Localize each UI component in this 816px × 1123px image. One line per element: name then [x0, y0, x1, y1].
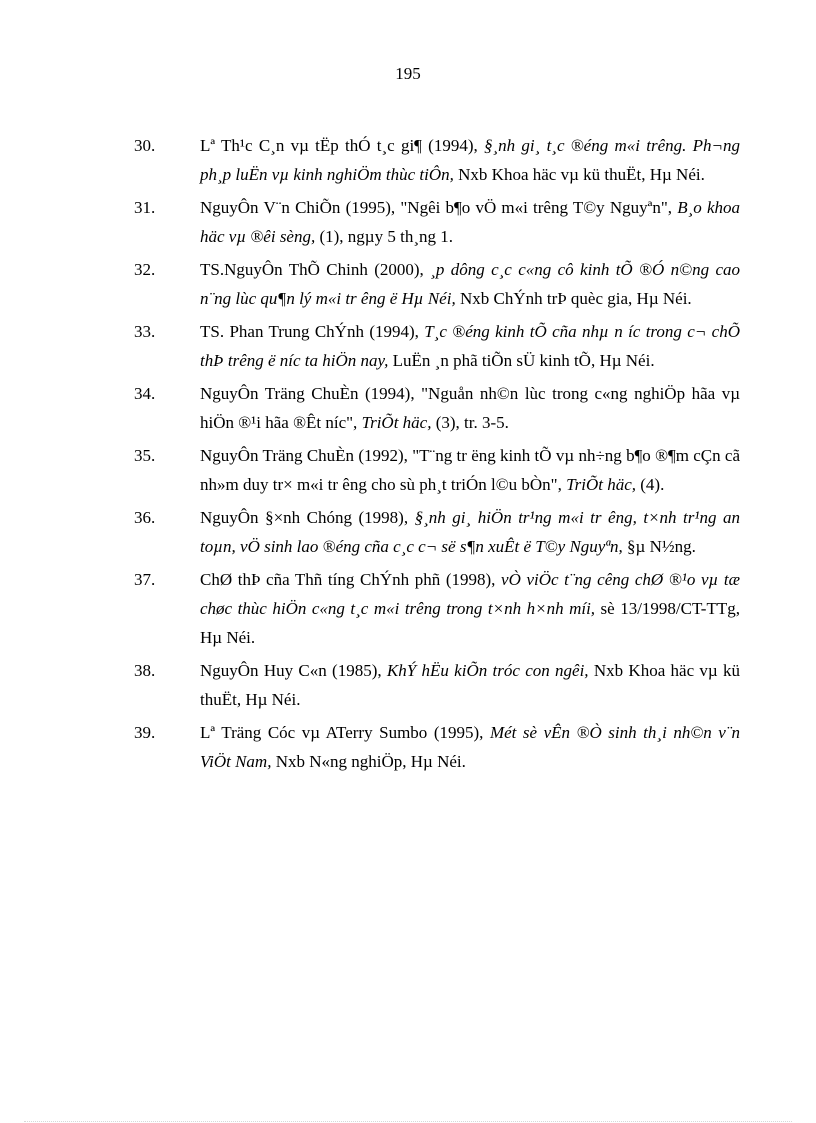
reference-number: 33. — [134, 322, 156, 341]
reference-item — [134, 193, 740, 251]
reference-title: B¸o khoa häc vµ ®êi sèng, — [200, 198, 741, 246]
reference-number: 35. — [134, 446, 156, 465]
reference-item — [134, 255, 740, 313]
reference-publisher: (3), tr. 3-5. — [431, 413, 509, 432]
reference-title: ¸p dông c¸c c«ng cô kinh tÕ ®Ó n©ng cao n¨ng lùc qu¶n lý m«i tr êng ë Hµ Néi, — [200, 260, 740, 308]
reference-author: TS. Phan Trung ChÝnh (1994), — [200, 322, 425, 341]
reference-publisher: sè 13/1998/CT-TTg, Hµ Néi. — [200, 599, 740, 647]
reference-author: NguyÔn Huy C«n (1985), — [200, 661, 387, 680]
reference-list — [134, 131, 740, 780]
reference-item — [134, 441, 740, 499]
reference-author: NguyÔn Träng ChuÈn (1992), "T¨ng tr ëng kinh tÕ vµ nh÷ng b¶o ®¶m cÇn cã nh»m duy tr× m«i tr êng cho sù ph¸t triÓn l©u bÒn", — [200, 446, 740, 494]
reference-number: 32. — [134, 260, 156, 279]
reference-author: NguyÔn Träng ChuÈn (1994), "Nguån nh©n lùc trong c«ng nghiÖp hãa vµ hiÖn ®¹i hãa ®Êt níc", — [200, 384, 740, 432]
reference-number: 31. — [134, 198, 156, 217]
reference-author: TS.NguyÔn ThÕ Chinh (2000), — [200, 260, 431, 279]
page-bottom-border — [24, 1121, 792, 1122]
reference-title: §¸nh gi¸ hiÖn tr¹ng m«i tr êng, t×nh tr¹ng an toµn, vÖ sinh lao ®éng cña c¸c c¬ së s¶n xuÊt ë T©y Nguyªn, — [200, 508, 741, 556]
reference-title: T¸c ®éng kinh tÕ cña nhµ n íc trong c¬ chÕ thÞ trêng ë níc ta hiÖn nay, — [200, 322, 740, 370]
reference-item — [134, 379, 740, 437]
reference-author: NguyÔn V¨n ChiÕn (1995), "Ngêi b¶o vÖ m«i trêng T©y Nguyªn", — [200, 198, 678, 217]
reference-publisher: Nxb Khoa häc vµ kü thuËt, Hµ Néi. — [200, 661, 741, 709]
reference-publisher: Nxb Khoa häc vµ kü thuËt, Hµ Néi. — [453, 165, 705, 184]
reference-publisher: Nxb ChÝnh trÞ quèc gia, Hµ Néi. — [455, 289, 692, 308]
reference-publisher: LuËn ¸n phã tiÕn sÜ kinh tÕ, Hµ Néi. — [388, 351, 655, 370]
reference-title: §¸nh gi¸ t¸c ®éng m«i trêng. Ph¬ng ph¸p luËn vµ kinh nghiÖm thùc tiÔn, — [200, 136, 741, 184]
reference-title: KhÝ hËu kiÕn tróc con ngêi, — [386, 661, 589, 680]
page-number: 195 — [395, 64, 421, 83]
reference-number: 36. — [134, 508, 156, 527]
reference-item — [134, 503, 740, 561]
reference-title: Mét sè vÊn ®Ò sinh th¸i nh©n v¨n ViÖt Nam, — [200, 723, 740, 771]
reference-item — [134, 565, 740, 652]
reference-publisher: (4). — [636, 475, 665, 494]
reference-item — [134, 131, 740, 189]
reference-title: vÒ viÖc t¨ng cêng chØ ®¹o vµ tæ chøc thùc hiÖn c«ng t¸c m«i trêng trong t×nh h×nh míi, — [200, 570, 740, 618]
reference-item — [134, 656, 740, 714]
reference-title: TriÕt häc, — [361, 413, 432, 432]
reference-number: 38. — [134, 661, 156, 680]
reference-author: Lª Th¹c C¸n vµ tËp thÓ t¸c gi¶ (1994), — [200, 136, 484, 155]
reference-publisher: (1), ngµy 5 th¸ng 1. — [315, 227, 453, 246]
reference-author: NguyÔn §×nh Chóng (1998), — [200, 508, 415, 527]
reference-number: 39. — [134, 723, 156, 742]
reference-item — [134, 718, 740, 776]
reference-number: 37. — [134, 570, 156, 589]
reference-item — [134, 317, 740, 375]
reference-number: 30. — [134, 136, 156, 155]
reference-author: Lª Träng Cóc vµ ATerry Sumbo (1995), — [200, 723, 490, 742]
reference-title: TriÕt häc, — [566, 475, 637, 494]
reference-publisher: Nxb N«ng nghiÖp, Hµ Néi. — [271, 752, 466, 771]
reference-number: 34. — [134, 384, 156, 403]
reference-publisher: §µ N½ng. — [622, 537, 696, 556]
reference-author: ChØ thÞ cña Thñ tíng ChÝnh phñ (1998), — [200, 570, 502, 589]
